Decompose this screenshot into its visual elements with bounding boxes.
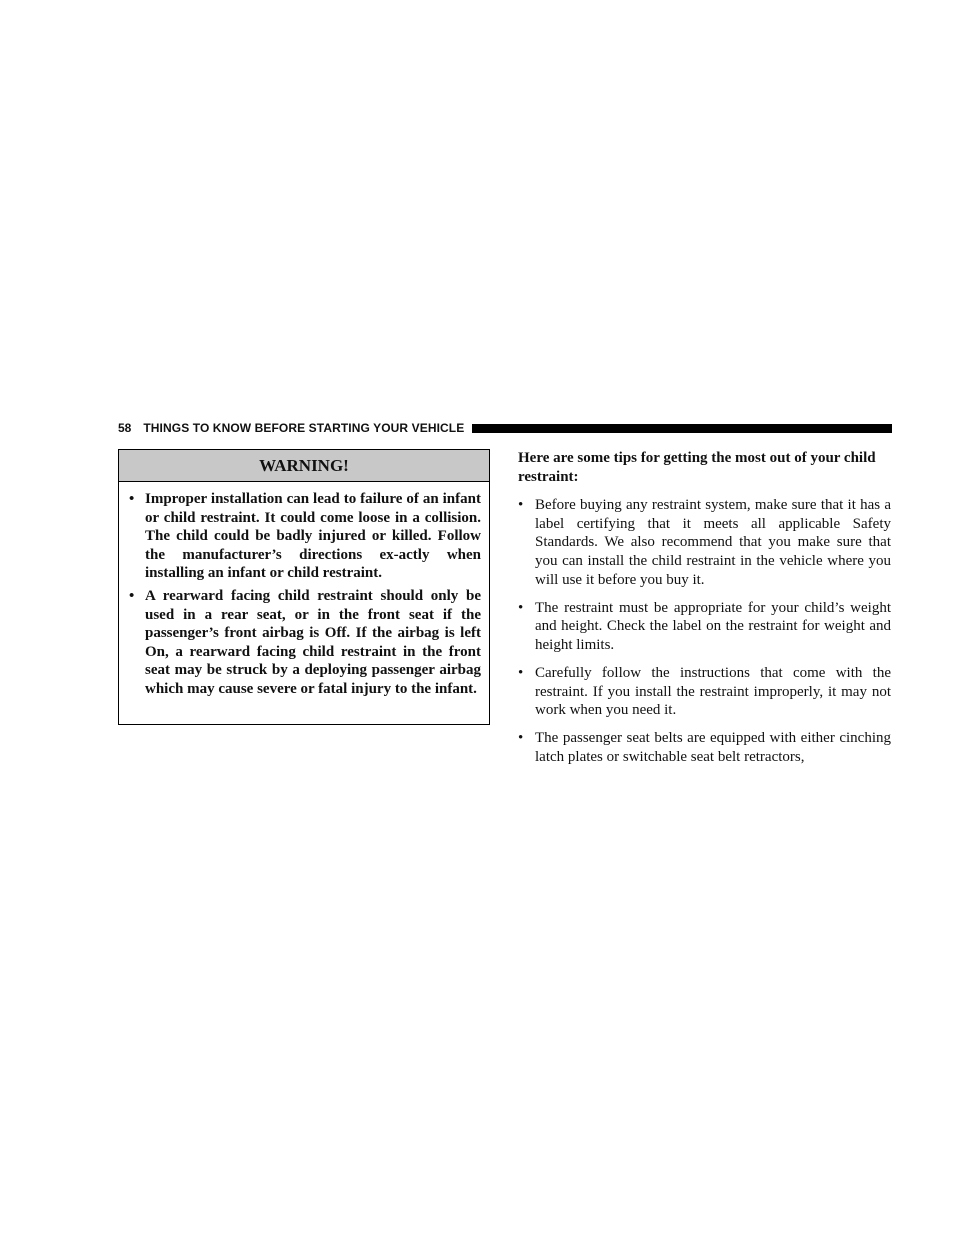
bullet-icon: • bbox=[518, 497, 524, 514]
tips-column bbox=[518, 449, 891, 776]
bullet-icon: • bbox=[518, 664, 524, 681]
header-rule bbox=[472, 424, 892, 433]
tip-item-text: The restraint must be appropriate for your child’s weight and height. Check the label on the restraint for weight and height limits. bbox=[535, 599, 891, 653]
bullet-icon: • bbox=[518, 730, 524, 747]
page-header bbox=[118, 419, 892, 437]
warning-item bbox=[129, 490, 481, 583]
warning-item bbox=[129, 587, 481, 699]
tips-list bbox=[518, 496, 891, 766]
bullet-icon: • bbox=[129, 587, 135, 604]
tip-item bbox=[518, 599, 891, 655]
bullet-icon: • bbox=[129, 491, 135, 507]
tip-item-text: Before buying any restraint system, make sure that it has a label certifying that it meets all applicable Safety Standards. We also recommend that you make sure that you can install the child restraint in the vehicle where you will use it before you buy it. bbox=[535, 497, 891, 588]
page-number: 58 bbox=[118, 421, 132, 435]
warning-title: WARNING! bbox=[119, 450, 489, 482]
tip-item bbox=[518, 664, 891, 720]
bullet-icon: • bbox=[518, 599, 524, 616]
tip-item-text: Carefully follow the instructions that come with the restraint. If you install the restraint improperly, it may not work when you need it. bbox=[535, 664, 891, 719]
tip-item bbox=[518, 729, 891, 766]
warning-list bbox=[119, 482, 489, 699]
tip-item bbox=[518, 496, 891, 589]
warning-box bbox=[118, 449, 490, 725]
tips-intro: Here are some tips for getting the most out of your child restraint: bbox=[518, 450, 876, 485]
warning-item-text: Improper installation can lead to failure of an infant or child restraint. It could come loose in a collision. The child could be badly injured or killed. Follow the manufacturer’s directions ex-actly when installing an infant or child restraint. bbox=[145, 491, 481, 582]
section-title: THINGS TO KNOW BEFORE STARTING YOUR VEHICLE bbox=[143, 421, 465, 435]
tip-item-text: The passenger seat belts are equipped with either cinching latch plates or switchable seat belt retractors, bbox=[535, 730, 891, 765]
warning-item-text: A rearward facing child restraint should only be used in a rear seat, or in the front seat if the passenger’s front airbag is Off. If the airbag is left On, a rearward facing child restraint in the front seat may be struck by a deploying passenger airbag which may cause severe or fatal injury to the infant. bbox=[145, 587, 481, 697]
